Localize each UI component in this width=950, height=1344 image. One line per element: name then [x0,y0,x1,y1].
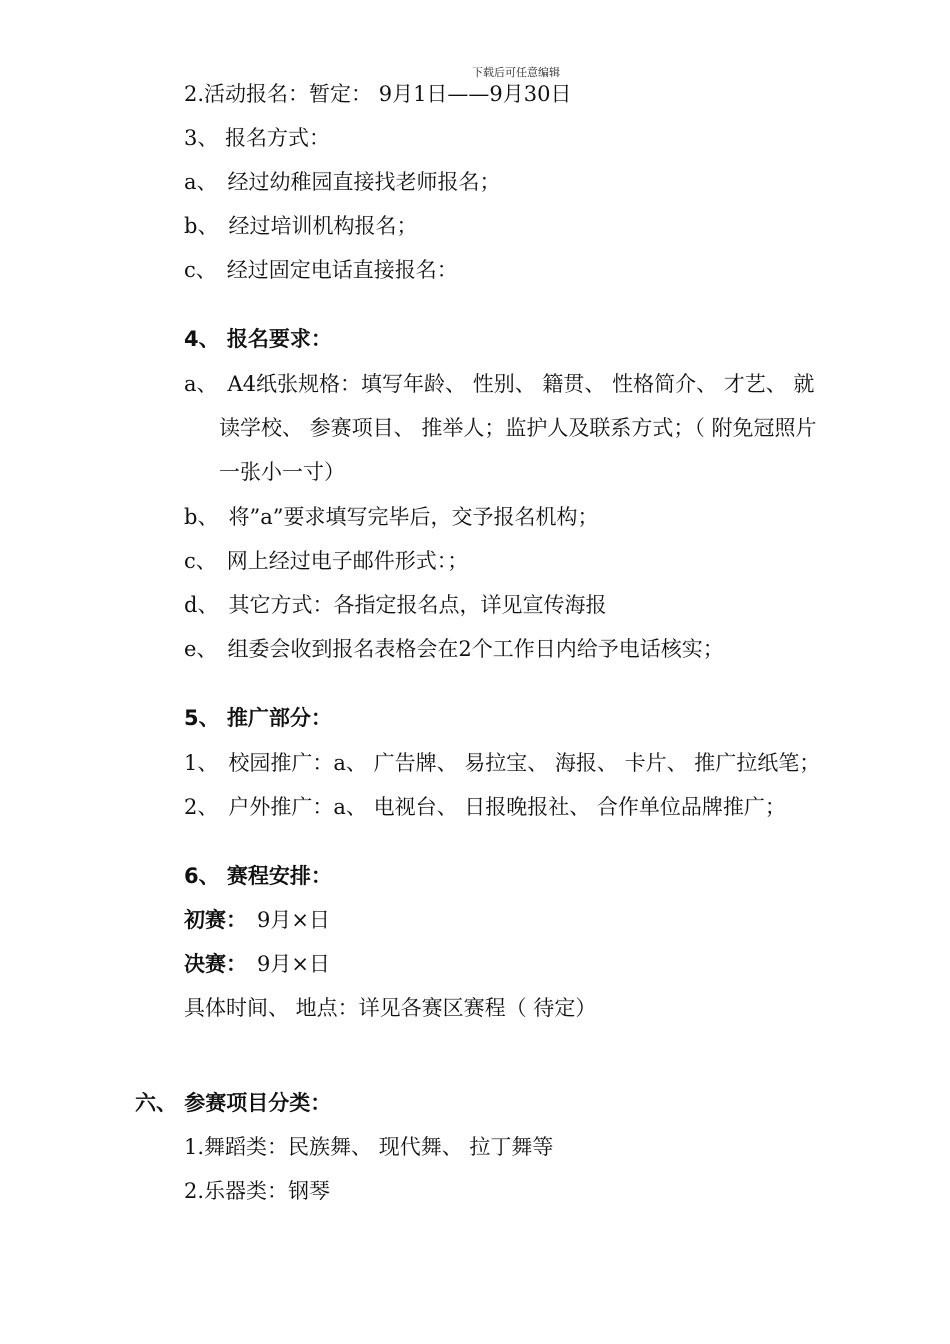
list-marker: a、 [184,170,218,194]
schedule-heading: 6、 赛程安排： [184,864,332,888]
final-label: 决赛： [184,952,247,976]
promotion-heading: 5、 推广部分： [184,706,332,730]
list-item-text: 校园推广：a、 广告牌、 易拉宝、 海报、 卡片、 推广拉纸笔； [228,751,821,775]
prelim-date: 9月×日 [257,908,330,932]
list-item-text: 其它方式：各指定报名点，详见宣传海报 [228,593,607,617]
list-item [184,212,417,240]
list-item [184,749,820,777]
list-item-text: 组委会收到报名表格会在2个工作日内给予电话核实； [227,637,724,661]
list-marker: c、 [184,549,217,573]
list-marker: a、 [184,372,218,396]
list-item [184,547,468,575]
list-item-continuation: 读学校、 参赛项目、 推举人；监护人及联系方式；（ 附免冠照片 [219,416,817,440]
list-marker: 1、 [184,751,219,775]
list-item [184,793,786,821]
list-marker: d、 [184,593,219,617]
list-item [184,635,724,663]
list-item-text: 将”a”要求填写完毕后，交予报名机构； [228,505,599,529]
list-item-text: 网上经过电子邮件形式：； [226,549,469,573]
list-marker: c、 [184,258,217,282]
list-item-continuation: 一张小一寸） [219,460,345,484]
categories-heading: 六、 参赛项目分类： [135,1091,332,1115]
category-item: 2.乐器类：钢琴 [184,1179,331,1203]
list-item-text: 经过培训机构报名； [228,214,418,238]
category-item: 1.舞蹈类：民族舞、 现代舞、 拉丁舞等 [184,1135,554,1159]
watermark: 下载后可任意编辑 [472,66,560,79]
list-item-text: 户外推广：a、 电视台、 日报晚报社、 合作单位品牌推广； [228,795,786,819]
list-marker: b、 [184,214,219,238]
prelim-row [184,906,330,934]
list-item [184,503,598,531]
signup-method-heading: 3、 报名方式： [184,126,331,150]
list-item-text: 经过固定电话直接报名： [226,258,458,282]
list-marker: b、 [184,505,219,529]
final-date: 9月×日 [257,952,330,976]
list-item [184,591,606,619]
final-row [184,950,330,978]
list-item [184,256,458,284]
requirements-heading: 4、 报名要求： [184,327,332,351]
list-item-text: 经过幼稚园直接找老师报名； [227,170,501,194]
schedule-detail: 具体时间、 地点：详见各赛区赛程（ 待定） [184,996,597,1020]
list-item-text: A4纸张规格：填写年龄、 性别、 籍贯、 性格简介、 才艺、 就 [227,372,815,396]
prelim-label: 初赛： [184,908,247,932]
list-item [184,370,814,398]
signup-period: 2.活动报名：暂定： 9月1日——9月30日 [184,82,572,106]
list-marker: e、 [184,637,218,661]
list-marker: 2、 [184,795,219,819]
list-item [184,168,501,196]
